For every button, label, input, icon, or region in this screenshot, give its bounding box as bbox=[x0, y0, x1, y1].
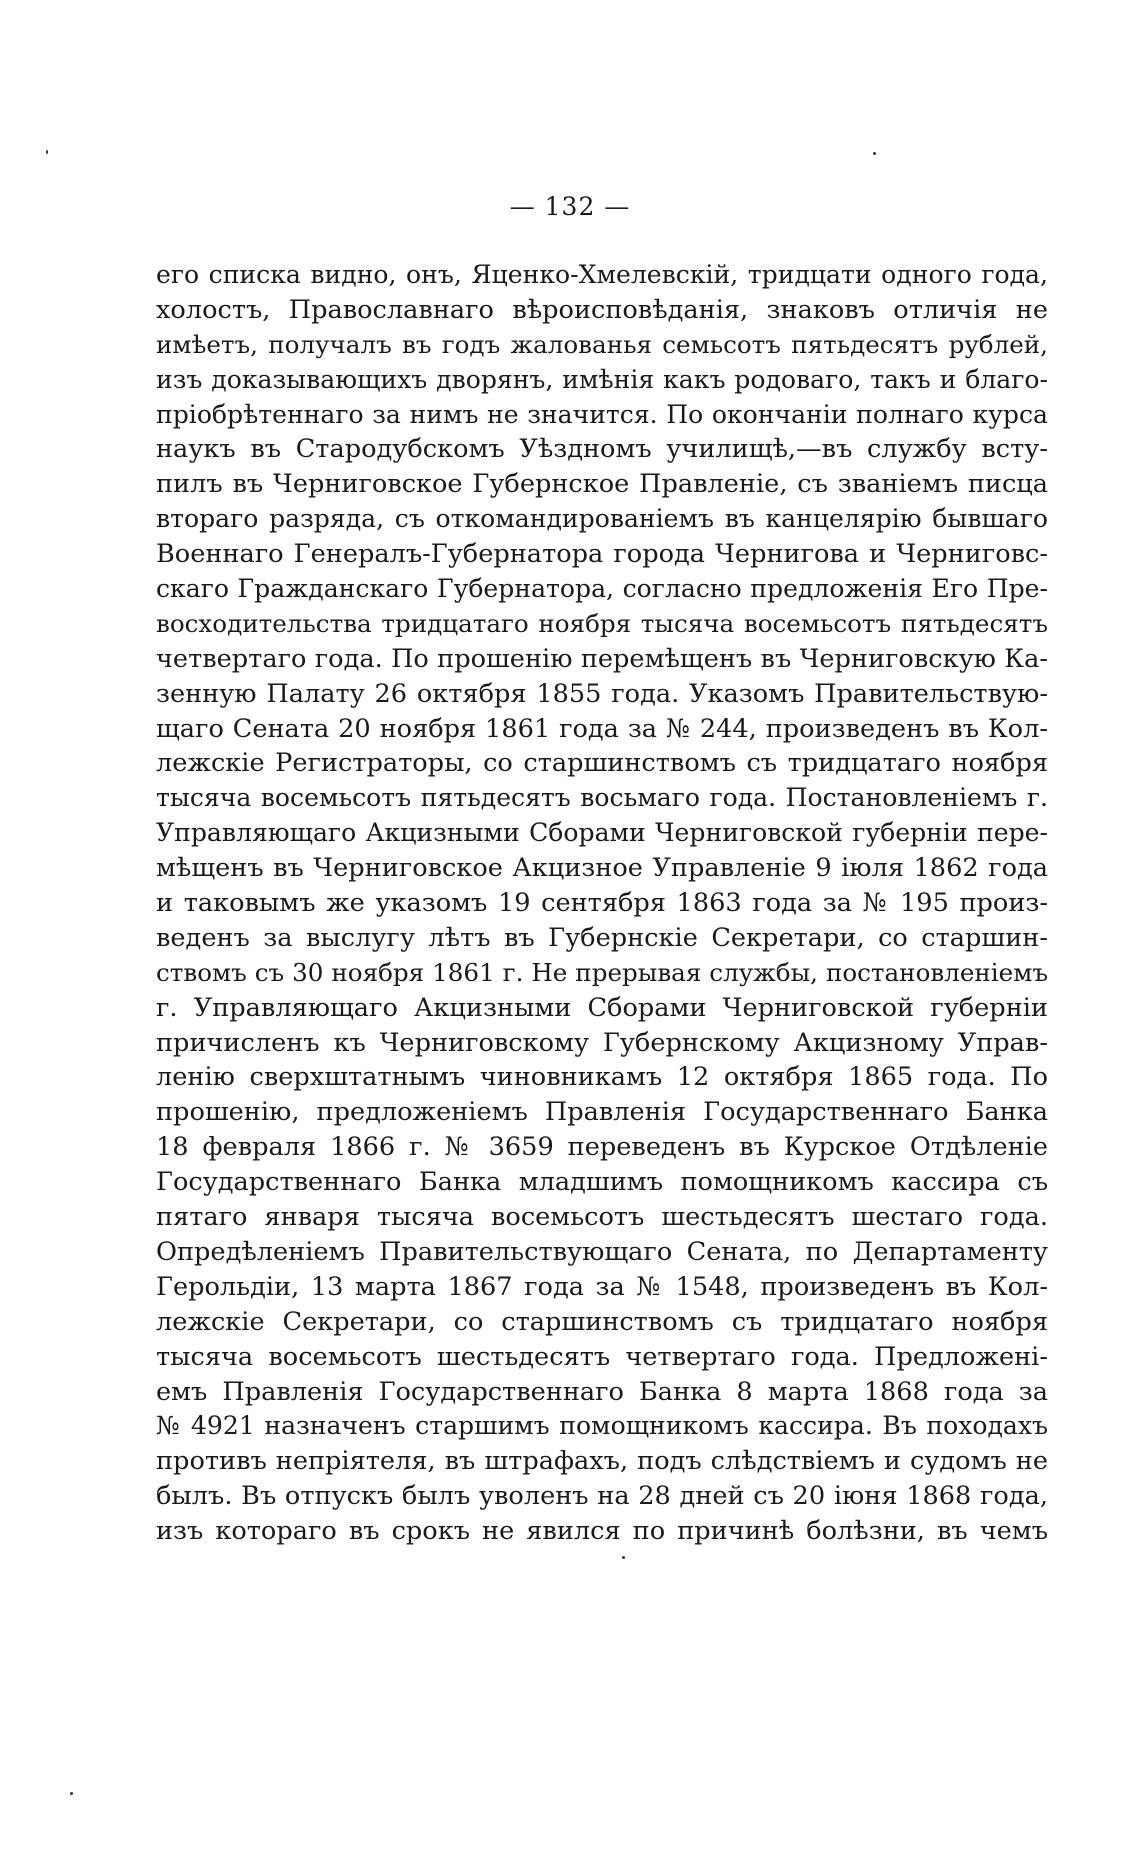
scan-speck bbox=[873, 152, 876, 155]
text-line: лежскіе Регистраторы, со старшинствомъ съ тридцатаго ноября bbox=[156, 748, 1048, 779]
text-line: причисленъ къ Черниговскому Губернскому Акцизному Управ- bbox=[156, 1027, 1048, 1058]
text-line: мѣщенъ въ Черниговское Акцизное Управленіе 9 іюля 1862 года bbox=[156, 853, 1048, 884]
text-line: щаго Сената 20 ноября 1861 года за № 244, произведенъ въ Кол- bbox=[156, 713, 1048, 744]
text-line: имѣетъ, получалъ въ годъ жалованья семьсотъ пятьдесятъ рублей, bbox=[156, 329, 1048, 359]
text-line: изъ котораго въ срокъ не явился по причинѣ болѣзни, въ чемъ bbox=[156, 1516, 1048, 1547]
text-line: изъ доказывающихъ дворянъ, имѣнія какъ родоваго, такъ и благо- bbox=[156, 364, 1048, 394]
text-line: его списка видно, онъ, Яценко-Хмелевскій, тридцати одного года, bbox=[156, 260, 1048, 289]
text-line: ленію сверхштатнымъ чиновникамъ 12 октября 1865 года. По bbox=[156, 1062, 1048, 1093]
text-line: 18 февраля 1866 г. № 3659 переведенъ въ Курское Отдѣленіе bbox=[156, 1132, 1048, 1163]
text-line: пріобрѣтеннаго за нимъ не значится. По окончаніи полнаго курса bbox=[156, 399, 1048, 429]
text-line: тысяча восемьсотъ пятьдесятъ восьмаго года. Постановленіемъ г. bbox=[156, 783, 1048, 813]
text-line: прошенію, предложеніемъ Правленія Государственнаго Банка bbox=[156, 1097, 1048, 1128]
text-line: восходительства тридцатаго ноября тысяча восемьсотъ пятьдесятъ bbox=[156, 608, 1048, 638]
text-line: Управляющаго Акцизными Сборами Черниговской губерніи пере- bbox=[156, 818, 1048, 848]
text-line: Военнаго Генералъ-Губернатора города Чернигова и Черниговс- bbox=[156, 539, 1048, 570]
text-line: пятаго января тысяча восемьсотъ шестьдесятъ шестаго года. bbox=[156, 1202, 1048, 1233]
page-number: — 132 — bbox=[509, 192, 631, 221]
text-line: скаго Гражданскаго Губернатора, согласно предложенія Его Пре- bbox=[156, 574, 1048, 604]
text-line: четвертаго года. По прошенію перемѣщенъ въ Черниговскую Ка- bbox=[156, 643, 1048, 674]
text-line: пилъ въ Черниговское Губернское Правленіе, съ званіемъ писца bbox=[156, 469, 1048, 500]
body-text bbox=[156, 258, 1048, 1549]
text-line: втораго разряда, съ откомандированіемъ въ канцелярію бывшаго bbox=[156, 504, 1048, 534]
text-line: тысяча восемьсотъ шестьдесятъ четвертаго года. Предложені- bbox=[156, 1341, 1048, 1372]
text-line: и таковымъ же указомъ 19 сентября 1863 года за № 195 произ- bbox=[156, 888, 1048, 919]
text-line: емъ Правленія Государственнаго Банка 8 марта 1868 года за bbox=[156, 1376, 1048, 1407]
text-line: холостъ, Православнаго вѣроисповѣданія, знаковъ отличія не bbox=[156, 294, 1048, 325]
scan-speck bbox=[622, 1556, 625, 1559]
scan-speck bbox=[70, 1792, 73, 1795]
text-line: наукъ въ Стародубскомъ Уѣздномъ училищѣ,—въ службу всту- bbox=[156, 434, 1048, 465]
text-line: № 4921 назначенъ старшимъ помощникомъ кассира. Въ походахъ bbox=[156, 1411, 1048, 1441]
text-line: былъ. Въ отпускъ былъ уволенъ на 28 дней съ 20 іюня 1868 года, bbox=[156, 1481, 1048, 1512]
scan-speck bbox=[46, 150, 48, 154]
text-line: лежскіе Секретари, со старшинствомъ съ тридцатаго ноября bbox=[156, 1306, 1048, 1337]
text-line: веденъ за выслугу лѣтъ въ Губернскіе Секретари, со старшин- bbox=[156, 922, 1048, 953]
text-line: Государственнаго Банка младшимъ помощникомъ кассира съ bbox=[156, 1167, 1048, 1198]
text-line: ствомъ съ 30 ноября 1861 г. Не прерывая службы, постановленіемъ bbox=[156, 957, 1048, 987]
text-line: г. Управляющаго Акцизными Сборами Черниговской губерніи bbox=[156, 992, 1048, 1023]
text-line: Опредѣленіемъ Правительствующаго Сената, по Департаменту bbox=[156, 1236, 1048, 1267]
text-line: Герольдіи, 13 марта 1867 года за № 1548, произведенъ въ Кол- bbox=[156, 1271, 1048, 1302]
text-line: зенную Палату 26 октября 1855 года. Указомъ Правительствую- bbox=[156, 678, 1048, 709]
text-line: противъ непріятеля, въ штрафахъ, подъ слѣдствіемъ и судомъ не bbox=[156, 1446, 1048, 1477]
